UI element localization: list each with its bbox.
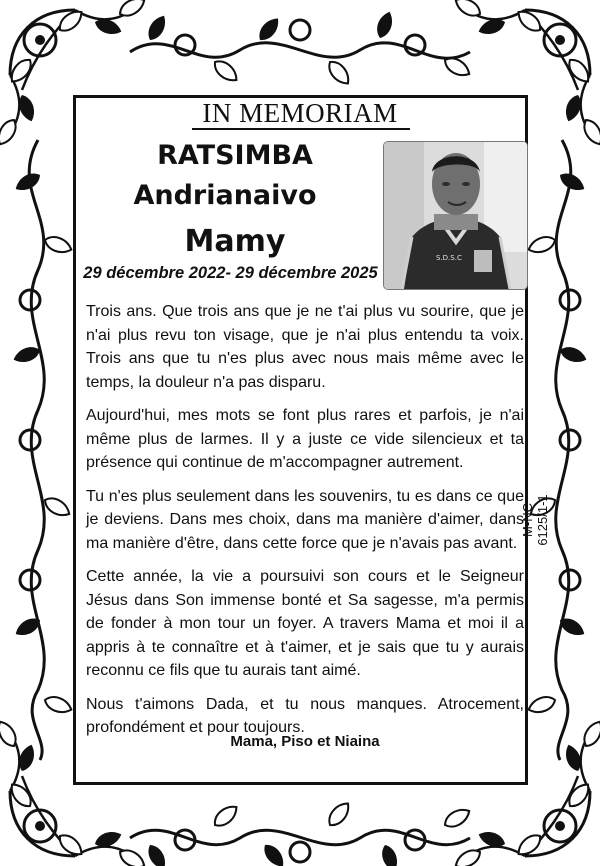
- portrait-photo: [383, 141, 528, 290]
- reference-code: M-NC 6125/1-1: [520, 494, 550, 546]
- memorial-text: [86, 300, 524, 750]
- given-name: Andrianaivo: [133, 180, 317, 211]
- paragraph-3: Tu n'es plus seulement dans les souvenirs, tu es dans ce que je deviens. Dans mes choix, dans ma manière d'aimer, dans ma manière d'être, dans cette force que je n'avais pas avant.: [86, 487, 524, 552]
- paragraph-2: Aujourd'hui, mes mots se font plus rares et parfois, je n'ai même plus de larmes. Il y a juste ce vide silencieux et ta présence qui continue de m'accompagner autrement.: [86, 407, 524, 471]
- surname: RATSIMBA: [157, 140, 313, 171]
- memorial-dates: 29 décembre 2022- 29 décembre 2025: [83, 264, 378, 282]
- heading-underline: [192, 128, 410, 130]
- signature: Mama, Piso et Niaina: [230, 733, 380, 750]
- paragraph-4: Cette année, la vie a poursuivi son cours et le Seigneur Jésus dans Son immense bonté et Sa sagesse, m'a permis de fonder à mon tour un foyer. A travers Mama et moi il a appris à te connaître et à t'aimer, et je sais que tu y aurais reconnu ce fils que tu aurais tant aimé.: [86, 568, 524, 679]
- paragraph-1: Trois ans. Que trois ans que je ne t'ai plus vu sourire, que je n'ai plus revu ton visage, que je n'ai plus entendu ta voix. Trois ans que tu n'es plus avec nous mais même avec le temps, la douleur n'a pas disparu.: [86, 303, 524, 391]
- shirt-badge: S.D.S.C: [436, 254, 462, 262]
- paragraph-5: Nous t'aimons Dada, et tu nous manques. Atrocement, profondément et pour toujours.: [86, 695, 524, 736]
- heading: IN MEMORIAM: [202, 98, 398, 128]
- nickname: Mamy: [184, 224, 286, 259]
